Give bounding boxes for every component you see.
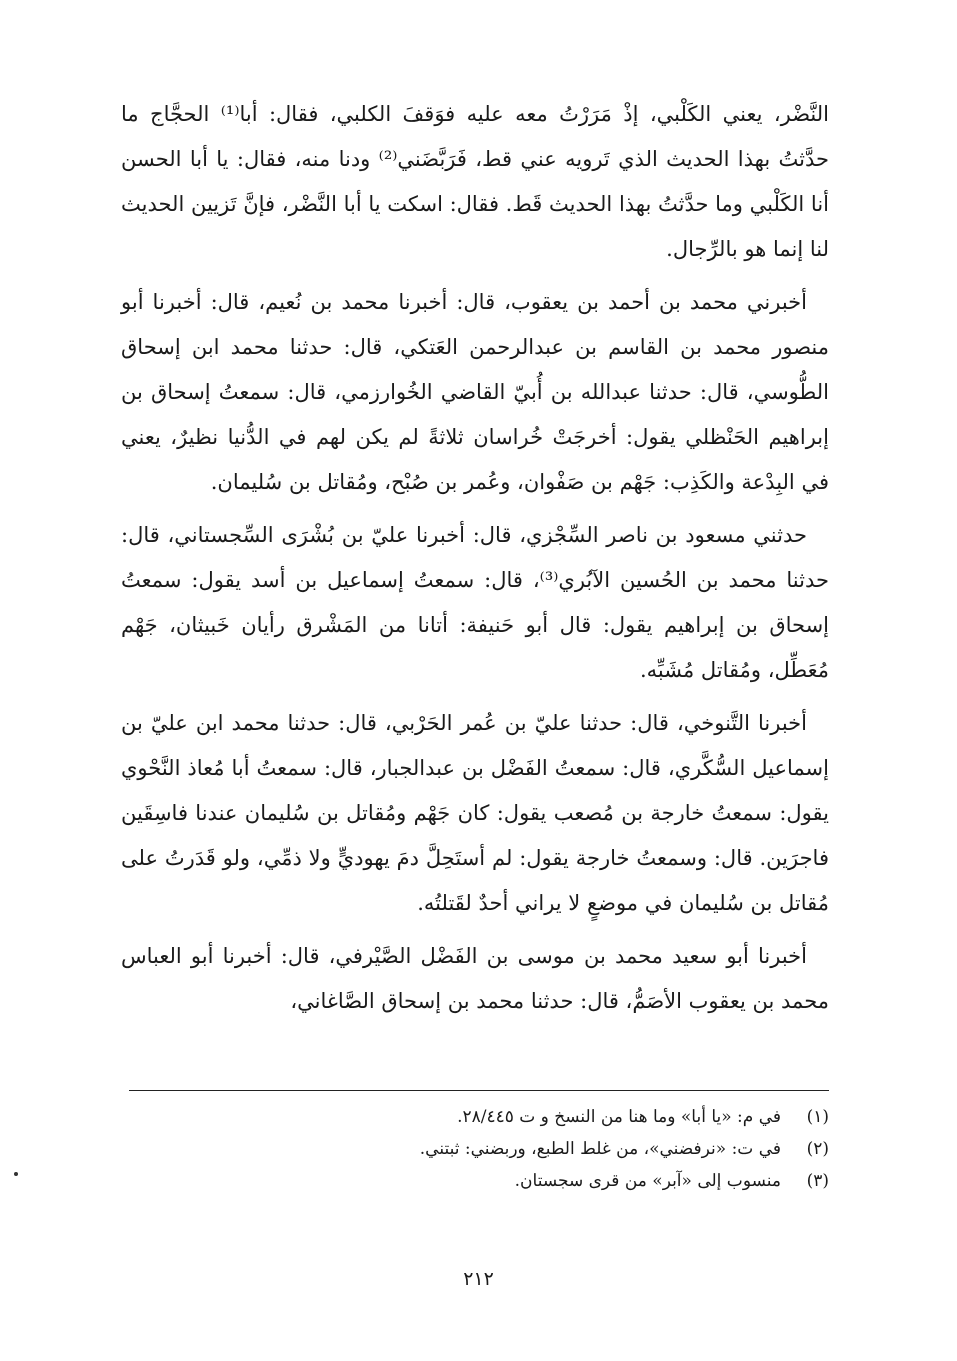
footnote-number: (١) [806, 1107, 829, 1127]
paragraph-1: النَّضْر، يعني الكَلْبي، إذْ مَرَرْتُ معه عليه فوَقفَ الكلبي، فقال: أبا⁽¹⁾ الحجَّاج ما حدَّثتُ بهذا الحديث الذي تَرويه عني قط، فَرَبَّضَني⁽²⁾ ودنا منه، فقال: يا أبا الحسن أنا الكَلْبي وما حدَّثتُ بهذا الحديث قَط. فقال: اسكت يا أبا النَّضْر، فإنَّ تَزيين الحديث لنا إنما هو بالرِّجال. [121, 102, 829, 261]
main-text [121, 92, 829, 1024]
footnote-number: (٢) [806, 1139, 829, 1159]
paragraph-4: أخبرنا التَّنوخي، قال: حدثنا عليّ بن عُمر الحَرْبي، قال: حدثنا محمد ابن عليّ بن إسماعيل السُّكَّري، قال: سمعتُ الفَضْل بن عبدالجبار، قال: سمعتُ أبا مُعاذ النَّحْوي يقول: سمعتُ خارجة بن مُصعب يقول: كان جَهْم ومُقاتل بن سُليمان عندنا فاسِقَين فاجرَين. قال: وسمعتُ خارجة يقول: لم أستَحِلَّ دمَ يهوديٍّ ولا ذمِّي، ولو قَدَرتُ على مُقاتل بن سُليمان في موضعٍ لا يراني أحدٌ لقَتلتُه. [121, 711, 829, 915]
footnote-text: منسوب إلى «آبر» من قرى سجستان. [514, 1171, 781, 1191]
scan-speck [14, 1172, 18, 1176]
page-number: ٢١٢ [463, 1268, 494, 1290]
footnote-separator [129, 1090, 829, 1091]
footnote-number: (٣) [806, 1171, 829, 1191]
footnote-2 [121, 1136, 829, 1162]
footnote-text: في م: «يا أبا» وما هنا من النسخ و ت ٢٨/٤٤٥. [457, 1107, 781, 1127]
paragraph-2: أخبرني محمد بن أحمد بن يعقوب، قال: أخبرنا محمد بن نُعيم، قال: أخبرنا أبو منصور محمد بن القاسم بن عبدالرحمن العَتكي، قال: حدثنا محمد ابن إسحاق الطُّوسي، قال: حدثنا عبدالله بن أُبيّ القاضي الخُوارزمي، قال: سمعتُ إسحاق بن إبراهيم الحَنْظلي يقول: أخرجَتْ خُراسان ثلاثةً لم يكن لهم في الدُّنيا نظيرٌ، يعني في البِدْعة والكَذِب: جَهْم بن صَفْوان، وعُمر بن صُبْح، ومُقاتل بن سُليمان. [121, 290, 829, 494]
paragraph-5: أخبرنا أبو سعيد محمد بن موسى بن الفَضْل الصَّيْرفي، قال: أخبرنا أبو العباس محمد بن يعقوب الأصَمُّ، قال: حدثنا محمد بن إسحاق الصَّاغاني، [121, 944, 829, 1013]
footnotes [121, 1104, 829, 1200]
footnote-3 [121, 1168, 829, 1194]
paragraph-3: حدثني مسعود بن ناصر السِّجْزي، قال: أخبرنا عليّ بن بُشْرَى السِّجستاني، قال: حدثنا محمد بن الحُسين الآبُري⁽³⁾، قال: سمعتُ إسماعيل بن أسد يقول: سمعتُ إسحاق بن إبراهيم يقول: قال أبو حَنيفة: أتانا من المَشْرق رأيان خَبيثان، جَهْم مُعَطِّل، ومُقاتل مُشَبِّه. [121, 523, 829, 682]
footnote-text: في ت: «نرفضني»، من غلط الطبع، وربضني: ثبتني. [419, 1139, 781, 1159]
footnote-1 [121, 1104, 829, 1130]
